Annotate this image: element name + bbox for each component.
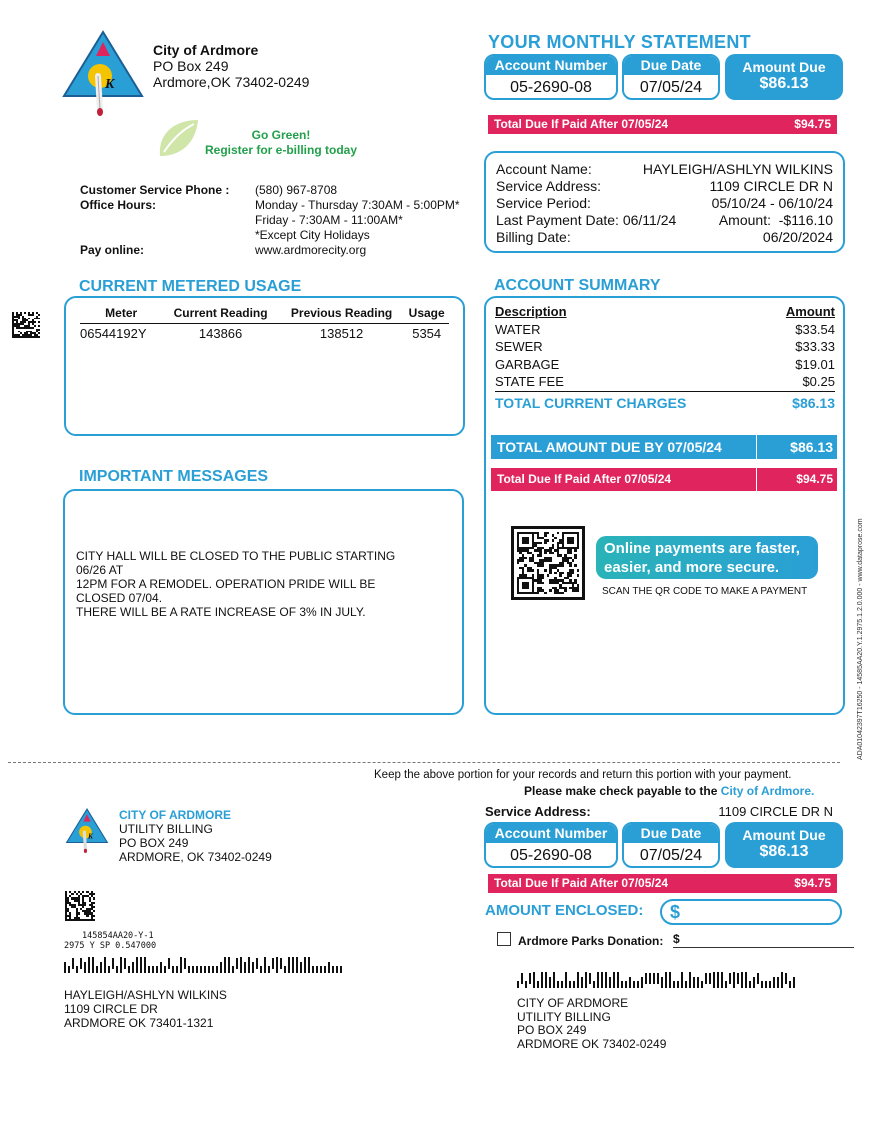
remit-title: CITY OF ARDMORE — [119, 808, 232, 822]
online-label: Pay online: — [80, 243, 145, 257]
barcode-bar — [76, 966, 78, 973]
list-item — [495, 356, 835, 374]
hours-line-2: Friday - 7:30AM - 11:00AM* — [255, 213, 403, 227]
amount-enclosed-input[interactable] — [660, 899, 842, 925]
mail-line-1: CITY OF ARDMORE — [517, 996, 629, 1010]
barcode-bar — [160, 962, 162, 973]
barcode-bar — [100, 962, 102, 973]
summary-item-desc: STATE FEE — [495, 374, 564, 389]
barcode-bar — [733, 972, 735, 988]
message-line-1: CITY HALL WILL BE CLOSED TO THE PUBLIC STARTING — [76, 549, 396, 563]
barcode-bar — [240, 957, 242, 973]
barcode-bar — [144, 957, 146, 973]
message-line-5: THERE WILL BE A RATE INCREASE OF 3% IN JULY. — [76, 605, 366, 619]
barcode-bar — [773, 977, 775, 988]
side-datamatrix — [12, 312, 40, 338]
barcode-bar — [192, 966, 194, 973]
leaf-icon — [154, 116, 200, 160]
barcode-bar — [785, 973, 787, 984]
last-payment-label: Last Payment Date: 06/11/24 — [496, 212, 677, 228]
stub-account-number-box — [484, 822, 618, 868]
barcode-bar — [693, 977, 695, 988]
barcode-bar — [168, 958, 170, 969]
hours-line-3: *Except City Holidays — [255, 228, 370, 242]
online-link[interactable]: www.ardmorecity.org — [255, 243, 367, 257]
barcode-bar — [84, 962, 86, 973]
account-info-box — [484, 151, 845, 253]
go-green-title: Go Green! — [251, 128, 311, 142]
donation-label: Ardmore Parks Donation: — [518, 934, 664, 948]
barcode-bar — [180, 957, 182, 973]
barcode-bar — [661, 977, 663, 988]
barcode-bar — [521, 973, 523, 984]
barcode-bar — [569, 981, 571, 988]
code-module — [577, 592, 579, 594]
amount-due-label: Amount Due — [742, 59, 826, 75]
due-date-box — [622, 54, 720, 100]
donation-dollar: $ — [673, 932, 680, 946]
message-line-3: 12PM FOR A REMODEL. OPERATION PRIDE WILL BE — [76, 577, 376, 591]
online-payments-bubble — [596, 536, 818, 579]
summary-item-desc: SEWER — [495, 339, 543, 354]
amount-due-box — [725, 54, 843, 100]
svg-text:K: K — [105, 77, 115, 92]
imb-barcode-customer — [64, 957, 342, 973]
barcode-bar — [777, 977, 779, 988]
summary-amount-header: Amount — [785, 304, 835, 319]
barcode-bar — [701, 981, 703, 988]
barcode-bar — [525, 981, 527, 988]
barcode-bar — [529, 973, 531, 984]
barcode-bar — [745, 972, 747, 988]
service-period-value: 05/10/24 - 06/10/24 — [711, 195, 833, 211]
barcode-bar — [697, 977, 699, 988]
remit-line-3: ARDMORE, OK 73402-0249 — [119, 850, 272, 864]
barcode-bar — [757, 973, 759, 984]
city-logo — [62, 30, 144, 118]
table-row — [80, 324, 449, 342]
due-date-value: 07/05/24 — [639, 79, 703, 96]
amount-enclosed-label: AMOUNT ENCLOSED: — [485, 902, 644, 919]
code-module — [38, 336, 40, 338]
dollar-sign: $ — [670, 902, 681, 922]
barcode-bar — [64, 962, 66, 973]
barcode-bar — [673, 981, 675, 988]
barcode-bar — [236, 958, 238, 969]
barcode-bar — [272, 958, 274, 969]
mail-line-2: UTILITY BILLING — [517, 1009, 611, 1024]
barcode-bar — [517, 981, 519, 988]
barcode-bar — [264, 957, 266, 973]
summary-item-amount: $0.25 — [802, 374, 835, 389]
barcode-bar — [621, 981, 623, 988]
usage-table — [80, 306, 449, 341]
customer-line-3: ARDMORE OK 73401-1321 — [64, 1016, 214, 1030]
barcode-bar — [232, 966, 234, 973]
usage-value: 5354 — [412, 326, 442, 341]
list-item — [495, 338, 835, 356]
barcode-bar — [184, 958, 186, 969]
stub-service-address-label: Service Address: — [485, 804, 591, 819]
account-name-value: HAYLEIGH/ASHLYN WILKINS — [642, 161, 833, 177]
usage-previous: 138512 — [319, 326, 364, 341]
barcode-bar — [108, 966, 110, 973]
barcode-bar — [332, 966, 334, 973]
barcode-bar — [717, 972, 719, 988]
barcode-bar — [252, 962, 254, 973]
barcode-bar — [633, 981, 635, 988]
account-number-value: 05-2690-08 — [510, 79, 592, 96]
barcode-bar — [617, 972, 619, 988]
barcode-bar — [641, 977, 643, 988]
barcode-bar — [577, 972, 579, 988]
usage-col-usage: Usage — [408, 306, 445, 320]
account-number-label: Account Number — [486, 56, 616, 75]
barcode-bar — [681, 972, 683, 988]
barcode-bar — [629, 977, 631, 988]
bubble-line-1: Online payments are faster, — [604, 540, 800, 557]
barcode-bar — [104, 957, 106, 973]
summary-title: ACCOUNT SUMMARY — [494, 277, 661, 294]
code-module — [93, 919, 95, 921]
service-period-label: Service Period: — [496, 195, 591, 211]
barcode-bar — [156, 966, 158, 973]
barcode-bar — [304, 957, 306, 973]
remit-line-1: UTILITY BILLING — [119, 822, 213, 836]
barcode-bar — [128, 966, 130, 973]
barcode-bar — [96, 966, 98, 973]
barcode-bar — [749, 981, 751, 988]
svg-text:K: K — [88, 831, 93, 841]
barcode-bar — [80, 958, 82, 969]
barcode-bar — [609, 977, 611, 988]
barcode-bar — [793, 977, 795, 988]
barcode-bar — [705, 973, 707, 984]
late-banner-amount: $94.75 — [794, 117, 831, 131]
barcode-bar — [268, 966, 270, 973]
barcode-bar — [176, 966, 178, 973]
barcode-bar — [112, 958, 114, 969]
usage-meter: 06544192Y — [80, 326, 147, 341]
barcode-bar — [685, 981, 687, 988]
total-due-label: TOTAL AMOUNT DUE BY 07/05/24 — [497, 439, 722, 455]
usage-box — [64, 296, 465, 436]
donation-checkbox[interactable] — [497, 932, 511, 946]
hours-line-1: Monday - Thursday 7:30AM - 5:00PM* — [255, 198, 460, 212]
barcode-bar — [581, 977, 583, 988]
stub-late-label: Total Due If Paid After 07/05/24 — [494, 876, 669, 890]
late-summary-value: $94.75 — [756, 468, 837, 491]
barcode-bar — [565, 972, 567, 988]
side-print-code: ADA01042397T16250 - 14585AA20.Y.1.2975.1.2.0.000 - www.dataprose.com — [857, 518, 864, 760]
barcode-bar — [653, 973, 655, 984]
barcode-bar — [172, 966, 174, 973]
barcode-bar — [781, 972, 783, 988]
late-banner-label: Total Due If Paid After 07/05/24 — [494, 117, 669, 131]
barcode-bar — [605, 972, 607, 988]
barcode-bar — [188, 966, 190, 973]
barcode-bar — [292, 957, 294, 973]
total-due-banner — [491, 435, 837, 459]
barcode-bar — [336, 966, 338, 973]
barcode-bar — [72, 958, 74, 969]
barcode-bar — [741, 972, 743, 988]
barcode-bar — [164, 966, 166, 973]
imb-barcode-remit — [517, 972, 795, 988]
stub-datamatrix — [65, 891, 95, 921]
barcode-bar — [669, 972, 671, 988]
billing-date-value: 06/20/2024 — [762, 229, 833, 245]
amount-due-value: $86.13 — [759, 75, 809, 92]
stub-amount-due-label: Amount Due — [742, 827, 826, 843]
stub-late-banner — [488, 874, 837, 893]
mail-code-2: 2975 Y SP 0.547000 — [64, 941, 157, 951]
service-address-value: 1109 CIRCLE DR N — [709, 178, 833, 194]
go-green-register[interactable]: Register for e-billing today — [204, 143, 357, 157]
barcode-bar — [340, 966, 342, 973]
city-name: City of Ardmore — [153, 42, 259, 58]
summary-item-amount: $19.01 — [795, 356, 835, 372]
messages-title: IMPORTANT MESSAGES — [79, 468, 269, 485]
barcode-bar — [136, 957, 138, 973]
barcode-bar — [657, 973, 659, 984]
mail-code-1: 145854AA20-Y-1 — [82, 931, 154, 941]
barcode-bar — [721, 972, 723, 988]
barcode-bar — [665, 972, 667, 988]
stub-service-address-value: 1109 CIRCLE DR N — [718, 804, 833, 819]
barcode-bar — [328, 962, 330, 973]
summary-desc-header: Description — [495, 304, 567, 319]
barcode-bar — [244, 962, 246, 973]
barcode-bar — [689, 972, 691, 988]
summary-item-amount: $33.54 — [795, 321, 835, 337]
barcode-bar — [124, 958, 126, 969]
usage-current: 143866 — [198, 326, 243, 341]
barcode-bar — [597, 972, 599, 988]
stub-due-date-box — [622, 822, 720, 868]
due-date-label: Due Date — [624, 56, 718, 75]
barcode-bar — [729, 973, 731, 984]
billing-date-label: Billing Date: — [496, 229, 571, 245]
usage-title: CURRENT METERED USAGE — [79, 278, 302, 295]
barcode-bar — [92, 957, 94, 973]
barcode-bar — [713, 972, 715, 988]
barcode-bar — [312, 966, 314, 973]
barcode-bar — [789, 981, 791, 988]
stub-account-number-value: 05-2690-08 — [510, 847, 592, 864]
city-address-2: Ardmore,OK 73402-0249 — [153, 74, 310, 90]
barcode-bar — [553, 972, 555, 988]
mail-line-3: PO BOX 249 — [517, 1023, 587, 1037]
barcode-bar — [224, 957, 226, 973]
summary-item-desc: WATER — [495, 321, 541, 337]
total-due-value: $86.13 — [756, 435, 837, 459]
barcode-bar — [248, 957, 250, 973]
barcode-bar — [613, 972, 615, 988]
barcode-bar — [320, 966, 322, 973]
stub-amount-due-value: $86.13 — [759, 843, 809, 860]
tear-line — [8, 762, 840, 763]
barcode-bar — [256, 958, 258, 969]
late-banner-top — [488, 115, 837, 134]
phone-value: (580) 967-8708 — [255, 183, 338, 197]
payment-qr-code[interactable] — [511, 526, 585, 600]
barcode-bar — [765, 981, 767, 988]
barcode-bar — [637, 981, 639, 988]
barcode-bar — [276, 957, 278, 973]
barcode-bar — [593, 981, 595, 988]
barcode-bar — [761, 981, 763, 988]
stub-due-date-value: 07/05/24 — [639, 847, 703, 864]
city-logo-small — [64, 808, 110, 854]
barcode-bar — [88, 957, 90, 973]
customer-line-2: 1109 CIRCLE DR — [64, 1002, 158, 1016]
barcode-bar — [216, 966, 218, 973]
late-summary-label: Total Due If Paid After 07/05/24 — [497, 472, 672, 486]
barcode-bar — [140, 957, 142, 973]
barcode-bar — [212, 966, 214, 973]
barcode-bar — [545, 972, 547, 988]
stub-late-amount: $94.75 — [794, 876, 831, 890]
barcode-bar — [200, 966, 202, 973]
qr-caption: SCAN THE QR CODE TO MAKE A PAYMENT — [602, 586, 808, 597]
barcode-bar — [649, 973, 651, 984]
barcode-bar — [300, 962, 302, 973]
barcode-bar — [625, 981, 627, 988]
payable-prefix: Please make check payable to the — [524, 784, 718, 798]
barcode-bar — [260, 966, 262, 973]
amount-value: -$116.10 — [778, 212, 833, 228]
barcode-bar — [549, 977, 551, 988]
barcode-bar — [120, 957, 122, 973]
barcode-bar — [561, 981, 563, 988]
barcode-bar — [68, 966, 70, 973]
barcode-bar — [677, 981, 679, 988]
barcode-bar — [585, 972, 587, 988]
barcode-bar — [589, 973, 591, 984]
list-item — [495, 321, 835, 339]
barcode-bar — [533, 972, 535, 988]
barcode-bar — [296, 957, 298, 973]
late-banner-summary — [491, 468, 837, 491]
account-number-box — [484, 54, 618, 100]
donation-input[interactable] — [673, 932, 854, 948]
city-address-1: PO Box 249 — [153, 58, 229, 74]
barcode-bar — [220, 962, 222, 973]
total-charges-label: TOTAL CURRENT CHARGES — [495, 394, 687, 411]
hours-label: Office Hours: — [80, 198, 157, 212]
summary-item-desc: GARBAGE — [495, 356, 560, 372]
barcode-bar — [541, 972, 543, 988]
barcode-bar — [152, 966, 154, 973]
stub-account-number-label: Account Number — [486, 824, 616, 843]
barcode-bar — [204, 966, 206, 973]
stub-due-date-label: Due Date — [624, 824, 718, 843]
statement-title: YOUR MONTHLY STATEMENT — [488, 32, 751, 52]
barcode-bar — [557, 981, 559, 988]
barcode-bar — [324, 966, 326, 973]
barcode-bar — [573, 981, 575, 988]
barcode-bar — [769, 981, 771, 988]
payable-name: City of Ardmore. — [720, 784, 815, 798]
keep-portion-text: Keep the above portion for your records and return this portion with your payment. — [374, 769, 792, 781]
barcode-bar — [753, 977, 755, 988]
barcode-bar — [280, 958, 282, 969]
barcode-bar — [737, 973, 739, 984]
barcode-bar — [288, 957, 290, 973]
barcode-bar — [196, 966, 198, 973]
barcode-bar — [537, 981, 539, 988]
summary-item-amount: $33.33 — [795, 339, 835, 354]
barcode-bar — [709, 973, 711, 984]
stub-amount-due-box — [725, 822, 843, 868]
bubble-line-2: easier, and more secure. — [604, 559, 780, 576]
amount-label: Amount: — [718, 212, 771, 228]
total-charges-value: $86.13 — [792, 394, 835, 411]
barcode-bar — [284, 966, 286, 973]
usage-col-current: Current Reading — [173, 306, 268, 320]
phone-label: Customer Service Phone : — [80, 183, 230, 197]
service-address-label: Service Address: — [496, 178, 602, 194]
message-line-4: CLOSED 07/04. — [76, 591, 163, 605]
barcode-bar — [725, 981, 727, 988]
barcode-bar — [228, 957, 230, 973]
mail-line-4: ARDMORE OK 73402-0249 — [517, 1036, 667, 1051]
usage-col-meter: Meter — [105, 306, 138, 320]
barcode-bar — [308, 957, 310, 973]
barcode-bar — [645, 973, 647, 984]
list-item — [495, 373, 835, 392]
barcode-bar — [116, 966, 118, 973]
barcode-bar — [601, 972, 603, 988]
barcode-bar — [148, 966, 150, 973]
usage-col-previous: Previous Reading — [290, 306, 393, 320]
barcode-bar — [316, 966, 318, 973]
barcode-bar — [132, 962, 134, 973]
message-line-2: 06/26 AT — [76, 563, 124, 577]
barcode-bar — [208, 966, 210, 973]
remit-line-2: PO BOX 249 — [119, 836, 189, 850]
customer-line-1: HAYLEIGH/ASHLYN WILKINS — [64, 988, 227, 1002]
account-name-label: Account Name: — [496, 161, 592, 177]
